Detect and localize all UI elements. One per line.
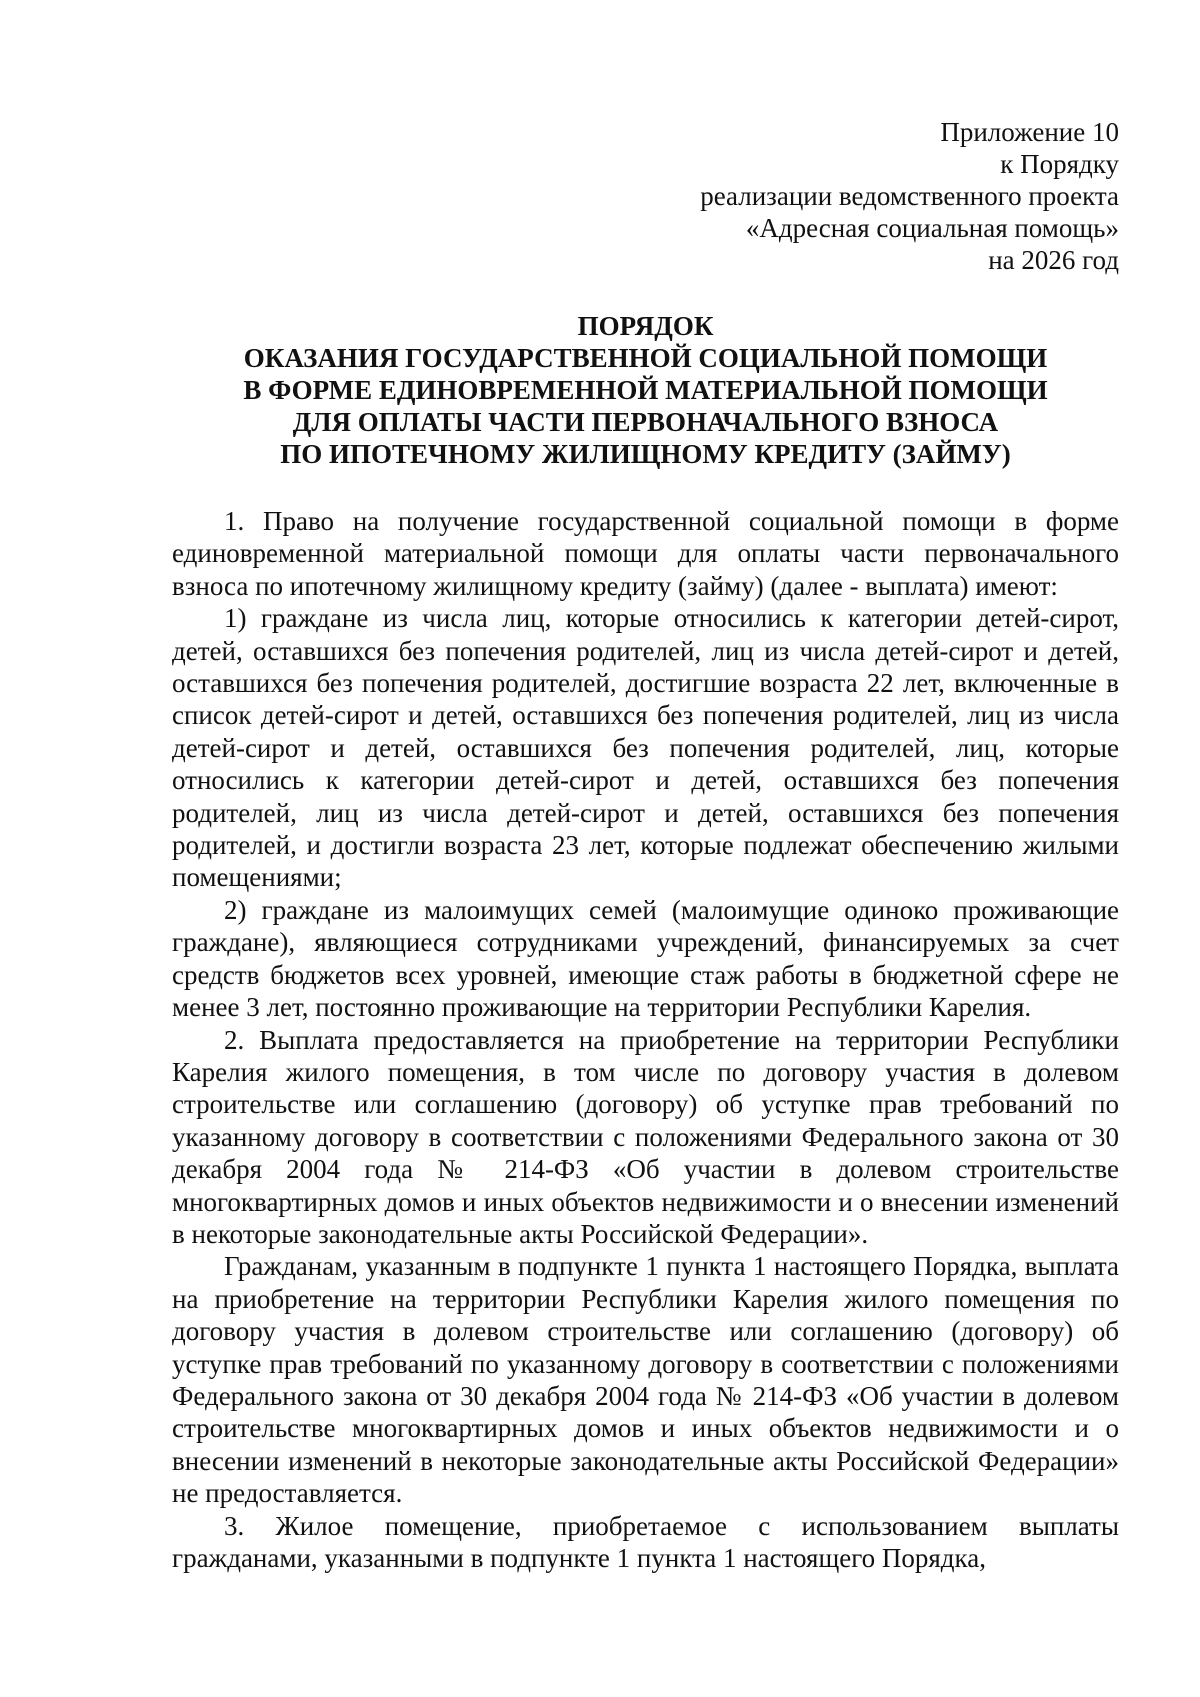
appendix-line: реализации ведомственного проекта xyxy=(700,181,1119,211)
title-line: ДЛЯ ОПЛАТЫ ЧАСТИ ПЕРВОНАЧАЛЬНОГО ВЗНОСА xyxy=(292,407,999,437)
title-line: ПО ИПОТЕЧНОМУ ЖИЛИЩНОМУ КРЕДИТУ (ЗАЙМУ) xyxy=(280,439,1011,469)
document-page xyxy=(172,116,1119,1574)
document-title xyxy=(172,310,1119,470)
paragraph-1-item-1: 1) граждане из числа лиц, которые относились к категории детей-сирот, детей, оставшихся без попечения родителей, лиц из числа детей-сирот и детей, оставшихся без попечения родителей, достигшие возраста 22 лет, включенные в список детей-сирот и детей, оставшихся без попечения родителей, лиц из числа детей-сирот и детей, оставшихся без попечения родителей, лиц, которые относились к категории детей-сирот и детей, оставшихся без попечения родителей, лиц из числа детей-сирот и детей, оставшихся без попечения родителей, и достигли возраста 23 лет, которые подлежат обеспечению жилыми помещениями; xyxy=(172,603,1119,893)
paragraph-2-note: Гражданам, указанным в подпункте 1 пункта 1 настоящего Порядка, выплата на приобретение на территории Республики Карелия жилого помещения по договору участия в долевом строительстве или соглашению (договору) об уступке прав требований по указанному договору в соответствии с положениями Федерального закона от 30 декабря 2004 года № 214-ФЗ «Об участии в долевом строительстве многоквартирных домов и иных объектов недвижимости и о внесении изменений в некоторые законодательные акты Российской Федерации» не предоставляется. xyxy=(172,1251,1119,1509)
appendix-line: Приложение 10 xyxy=(940,117,1119,147)
appendix-line: «Адресная социальная помощь» xyxy=(745,213,1119,243)
title-line: ПОРЯДОК xyxy=(577,311,714,341)
paragraph-3: 3. Жилое помещение, приобретаемое с использованием выплаты гражданами, указанными в подпункте 1 пункта 1 настоящего Порядка, xyxy=(172,1510,1119,1573)
appendix-line: на 2026 год xyxy=(988,245,1119,275)
paragraph-1: 1. Право на получение государственной социальной помощи в форме единовременной материальной помощи для оплаты части первоначального взноса по ипотечному жилищному кредиту (займу) (далее - выплата) имеют: xyxy=(172,506,1119,601)
paragraph-1-item-2: 2) граждане из малоимущих семей (малоимущие одиноко проживающие граждане), являющиеся сотрудниками учреждений, финансируемых за счет средств бюджетов всех уровней, имеющие стаж работы в бюджетной сфере не менее 3 лет, постоянно проживающие на территории Республики Карелия. xyxy=(172,894,1119,1023)
document-body xyxy=(172,505,1119,1574)
paragraph-2: 2. Выплата предоставляется на приобретение на территории Республики Карелия жилого помещения, в том числе по договору участия в долевом строительстве или соглашению (договору) об уступке прав требований по указанному договору в соответствии с положениями Федерального закона от 30 декабря 2004 года № 214-ФЗ «Об участии в долевом строительстве многоквартирных домов и иных объектов недвижимости и о внесении изменений в некоторые законодательные акты Российской Федерации». xyxy=(172,1024,1119,1249)
appendix-block xyxy=(172,116,1119,276)
appendix-line: к Порядку xyxy=(1000,149,1119,179)
title-line: В ФОРМЕ ЕДИНОВРЕМЕННОЙ МАТЕРИАЛЬНОЙ ПОМОЩИ xyxy=(243,375,1048,405)
title-line: ОКАЗАНИЯ ГОСУДАРСТВЕННОЙ СОЦИАЛЬНОЙ ПОМОЩИ xyxy=(243,343,1048,373)
